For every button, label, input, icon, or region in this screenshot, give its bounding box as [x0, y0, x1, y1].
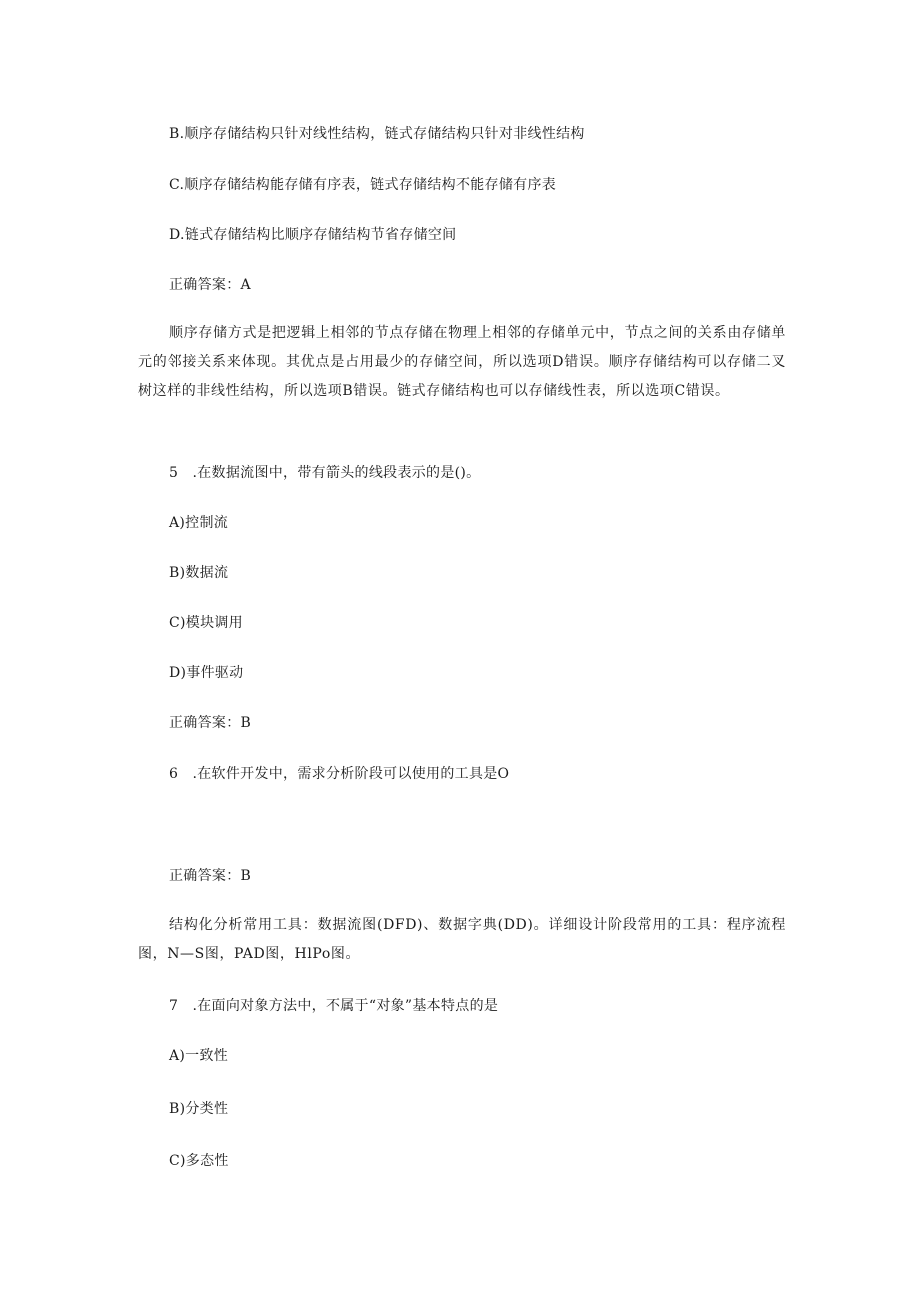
q6-answer: 正确答案：B — [169, 868, 252, 884]
q4-option-d: D.链式存储结构比顺序存储结构节省存储空间 — [169, 227, 457, 243]
q4-option-b: B.顺序存储结构只针对线性结构，链式存储结构只针对非线性结构 — [169, 126, 585, 142]
q7-option-b: B)分类性 — [169, 1101, 229, 1117]
q7-option-c: C)多态性 — [169, 1153, 229, 1169]
q6-explanation: 结构化分析常用工具：数据流图(DFD)、数据字典(DD)。详细设计阶段常用的工具：程序流程图，N—S图，PAD图，HlPo图。 — [138, 917, 786, 962]
q5-option-c: C)模块调用 — [169, 615, 243, 631]
q5-answer: 正确答案：B — [169, 715, 252, 731]
q5-option-d: D)事件驱动 — [169, 665, 244, 681]
q5-option-a: A)控制流 — [169, 515, 229, 531]
q4-answer: 正确答案：A — [169, 277, 251, 293]
q5-option-b: B)数据流 — [169, 565, 229, 581]
q7-option-a: A)一致性 — [169, 1048, 229, 1064]
q5-question: 5 .在数据流图中，带有箭头的线段表示的是()。 — [169, 465, 481, 481]
q7-question: 7 .在面向对象方法中，不属于“对象”基本特点的是 — [169, 998, 499, 1014]
q4-option-c: C.顺序存储结构能存储有序表，链式存储结构不能存储有序表 — [169, 177, 557, 193]
q6-question: 6 .在软件开发中，需求分析阶段可以使用的工具是O — [169, 766, 510, 782]
q4-explanation: 顺序存储方式是把逻辑上相邻的节点存储在物理上相邻的存储单元中，节点之间的关系由存储单元的邻接关系来体现。其优点是占用最少的存储空间，所以选项D错误。顺序存储结构可以存储二叉树这样的非线性结构，所以选项B错误。链式存储结构也可以存储线性表，所以选项C错误。 — [138, 325, 786, 399]
